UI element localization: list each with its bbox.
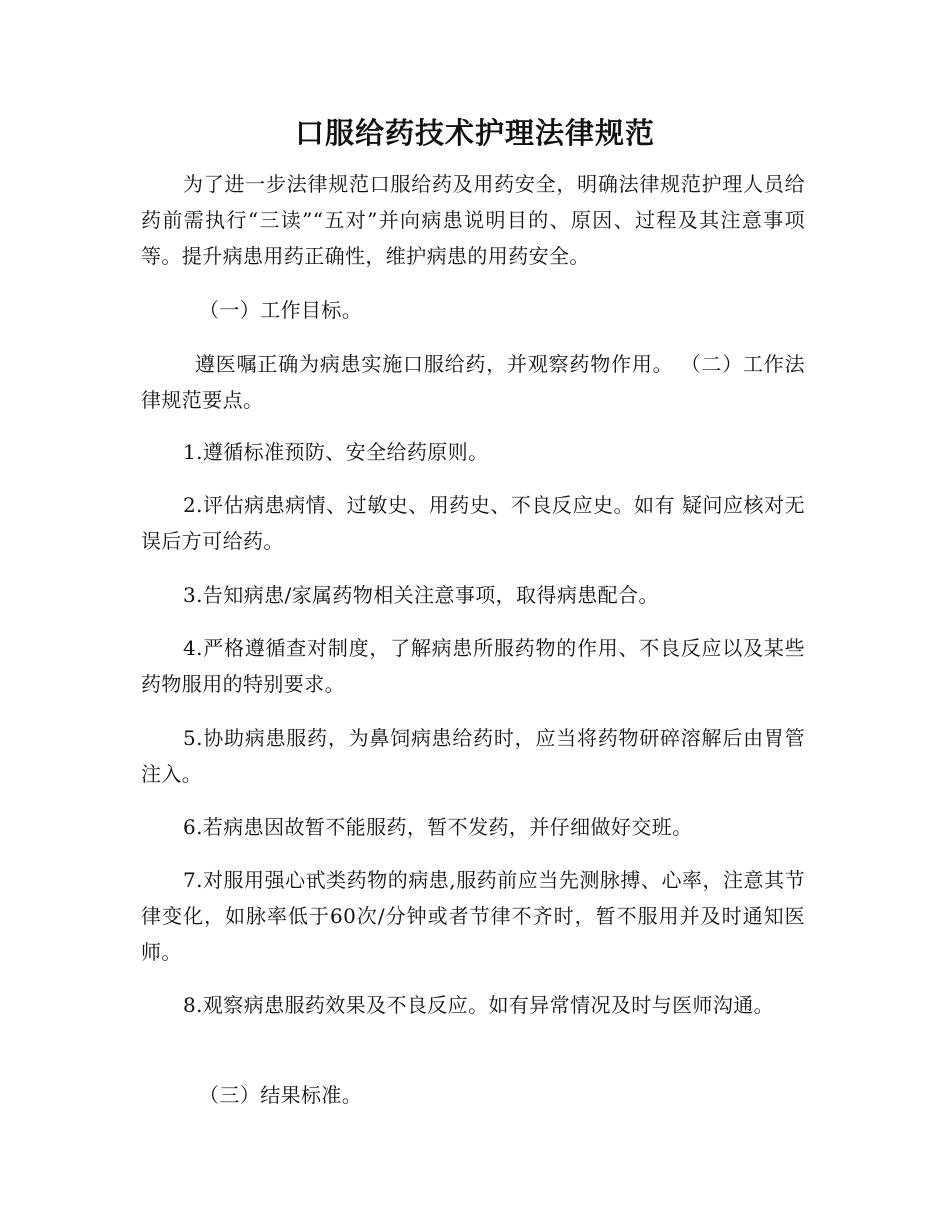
goals-paragraph: 遵医嘱正确为病患实施口服给药，并观察药物作用。 （二）工作法律规范要点。	[141, 352, 805, 412]
point-2: 2.评估病患病情、过敏史、用药史、不良反应史。如有 疑问应核对无误后方可给药。	[141, 493, 805, 553]
point-7: 7.对服用强心甙类药物的病患,服药前应当先测脉搏、心率，注意其节律变化，如脉率低于60次/分钟或者节律不齐时，暂不服用并及时通知医师。	[141, 868, 805, 964]
section-heading-goals: （一）工作目标。	[199, 298, 363, 322]
section-heading-results: （三）结果标准。	[199, 1083, 363, 1107]
intro-paragraph: 为了进一步法律规范口服给药及用药安全，明确法律规范护理人员给药前需执行“三读”“五对”并向病患说明目的、原因、过程及其注意事项等。提升病患用药正确性，维护病患的用药安全。	[141, 172, 805, 268]
point-4: 4.严格遵循查对制度，了解病患所服药物的作用、不良反应以及某些药物服用的特别要求。	[141, 636, 805, 696]
document-title: 口服给药技术护理法律规范	[294, 116, 655, 150]
point-8: 8.观察病患服药效果及不良反应。如有异常情况及时与医师沟通。	[183, 993, 775, 1017]
point-1: 1.遵循标准预防、安全给药原则。	[183, 440, 489, 464]
point-6: 6.若病患因故暂不能服药，暂不发药，并仔细做好交班。	[183, 815, 693, 839]
point-5: 5.协助病患服药，为鼻饲病患给药时，应当将药物研碎溶解后由胃管注入。	[141, 726, 805, 786]
point-3: 3.告知病患/家属药物相关注意事项，取得病患配合。	[183, 583, 659, 607]
